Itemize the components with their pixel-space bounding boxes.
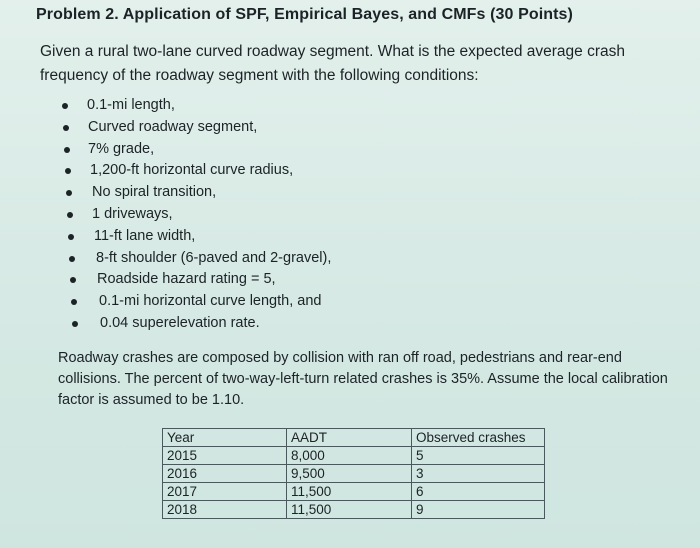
bullet-icon: [71, 299, 77, 305]
bullet-icon: [68, 234, 74, 240]
header-aadt: AADT: [287, 429, 412, 447]
cell-crashes: 9: [412, 501, 545, 519]
cell-aadt: 9,500: [287, 465, 412, 483]
cell-crashes: 6: [412, 483, 545, 501]
bullet-icon: [70, 277, 76, 283]
header-year: Year: [163, 429, 287, 447]
table-row: [163, 465, 545, 483]
cell-year: 2018: [163, 501, 287, 519]
cell-aadt: 11,500: [287, 483, 412, 501]
problem-page: Problem 2. Application of SPF, Empirical Bayes, and CMFs (30 Points) Given a rural two-lane curved roadway segment. What is the expected average crash frequency of the roadway segment with the following conditions: 0.1-mi length, Curved roadway segment, 7% grade, 1,200-ft horizontal curve radius, No spiral transition, 1 driveways, 11-ft lane width, 8-ft shoulder (6-paved and 2-gravel), Roadside hazard rating = 5, 0.1-mi horizontal curve length, and 0.04 superelevation rate. Roadway crashes are composed by collision with ran off road, pedestrians and rear-end collisions. The percent of two-way-left-turn related crashes is 35%. Assume the local calibration factor is assumed to be 1.10. Year AADT Observed crashes 2015 8,000 5 2016 9,500 3 2017 11,500 6 2018 11,500 9: [0, 0, 700, 548]
bullet-icon: [65, 168, 71, 174]
bullet-icon: [66, 190, 72, 196]
cell-aadt: 8,000: [287, 447, 412, 465]
cell-crashes: 3: [412, 465, 545, 483]
table-row: [163, 501, 545, 519]
cell-year: 2015: [163, 447, 287, 465]
bullet-icon: [67, 212, 73, 218]
bullet-icon: [72, 321, 78, 327]
table-row: [163, 447, 545, 465]
header-observed-crashes: Observed crashes: [412, 429, 545, 447]
table-header-row: [163, 429, 545, 447]
bullet-icon: [64, 147, 70, 153]
problem-title: Problem 2. Application of SPF, Empirical Bayes, and CMFs (30 Points): [36, 6, 573, 23]
crash-data-table: [162, 428, 545, 519]
cell-aadt: 11,500: [287, 501, 412, 519]
bullet-icon: [62, 103, 68, 109]
table-row: [163, 483, 545, 501]
bullet-icon: [69, 256, 75, 262]
bullet-icon: [63, 125, 69, 131]
cell-year: 2017: [163, 483, 287, 501]
cell-crashes: 5: [412, 447, 545, 465]
problem-paragraph: Roadway crashes are composed by collision with ran off road, pedestrians and rear-end collisions. The percent of two-way-left-turn related crashes is 35%. Assume the local calibration factor is assumed to be 1.10.: [58, 350, 668, 408]
cell-year: 2016: [163, 465, 287, 483]
problem-intro: Given a rural two-lane curved roadway segment. What is the expected average crash frequency of the roadway segment with the following conditions:: [40, 43, 625, 84]
